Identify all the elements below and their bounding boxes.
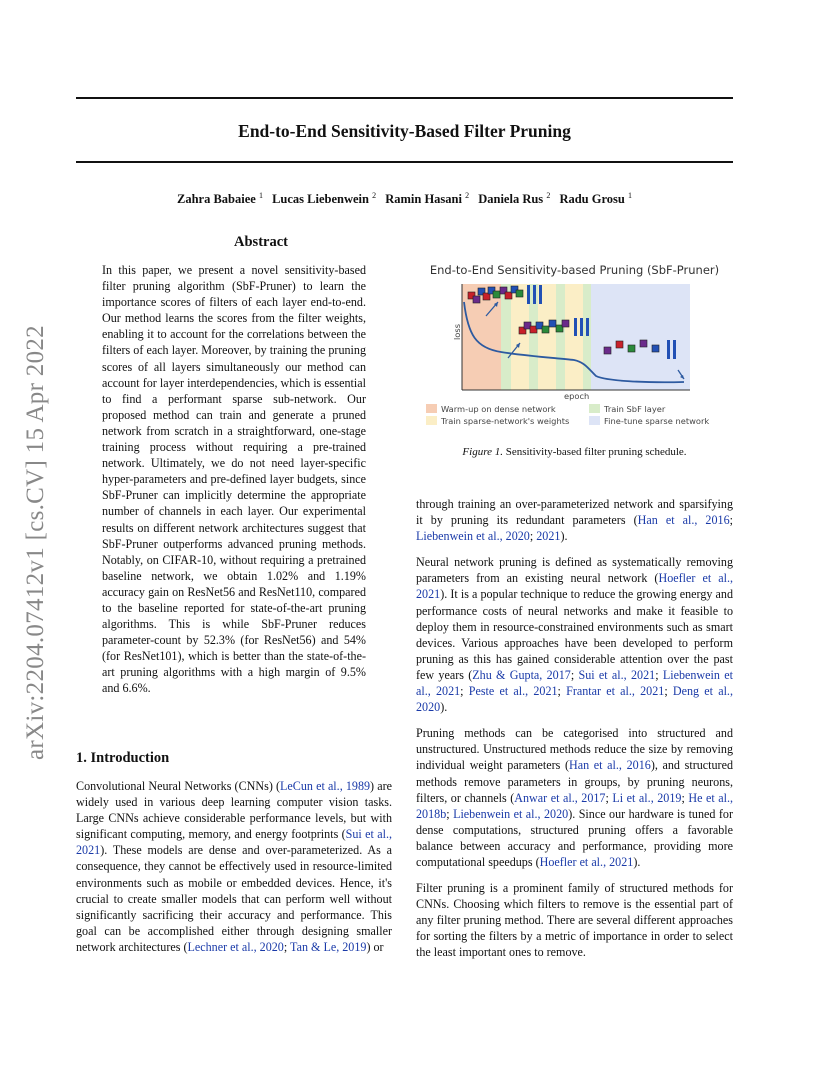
citation-link[interactable]: Frantar et al., 2021	[566, 684, 665, 699]
citation-link[interactable]: Han et al., 2016	[569, 758, 651, 773]
legend-swatch	[589, 416, 600, 425]
figure-title: End-to-End Sensitivity-based Pruning (SbF-Pruner)	[429, 263, 720, 277]
citation-link[interactable]: He et al., 2018b	[416, 790, 734, 821]
citation-link[interactable]: Han et al., 2016	[637, 513, 730, 528]
title-rule-top	[76, 97, 733, 99]
paper-title: End-to-End Sensitivity-Based Filter Pruning	[238, 121, 571, 141]
citation-link[interactable]: Anwar et al., 2017	[514, 790, 606, 805]
citation-link[interactable]: Zhu & Gupta, 2017	[472, 667, 571, 682]
paragraph: Filter pruning is a prominent family of structured methods for CNNs. Choosing which filters to remove is the essential part of any filter pruning method. There are several different approaches for sorting the filters by a metric of importance in order to select the least important ones to remove.	[416, 881, 733, 960]
legend-swatch	[426, 404, 437, 413]
abstract-text: In this paper, we present a novel sensitivity-based filter pruning algorithm (SbF-Pruner) to learn the importance scores of filters of each layer end-to-end. Our method learns the scores from the filter weights, enabling it to account for the correlations between the filters of each layer. Moreover, by training the pruning scores of all layers simultaneously our method can account for layer interdependencies, which is essential to find a performant sparse sub-network. Our proposed method can train and generate a pruned network from scratch in a straightforward, one-stage training process without requiring a pre-trained network. Ultimately, we do not need layer-specific hyper-parameters and pre-defined layer budgets, since SbF-Pruner can implicitly determine the appropriate number of channels in each layer. Our experimental results on different network architectures suggest that SbF-Pruner outperforms advanced pruning methods. Notably, on CIFAR-10, without requiring a pretrained baseline network, we obtain 1.02% and 1.19% accuracy gain on ResNet56 and ResNet110, compared to the baseline reported for state-of-the-art pruning algorithms. This is while SbF-Pruner reduces parameter-count by 52.3% (for ResNet56) and 54% (for ResNet101), which is better than the state-of-the-art pruning algorithms with a high margin of 9.5% and 6.6%.	[102, 263, 366, 696]
title-rule-bottom	[76, 161, 733, 163]
right-column	[416, 496, 733, 971]
figure-caption: Figure 1. Sensitivity-based filter pruning schedule.	[462, 446, 687, 458]
figure-legend	[426, 404, 709, 426]
citation-link[interactable]: Peste et al., 2021	[468, 684, 558, 699]
citation-link[interactable]: Liebenwein et al., 2020	[416, 529, 530, 544]
phase-warmup-band	[462, 284, 501, 390]
citation-link[interactable]: Sui et al., 2021	[76, 827, 392, 858]
author: Radu Grosu $^1$	[559, 191, 632, 207]
section-heading-introduction: 1. Introduction	[76, 750, 170, 766]
legend-label: Train SbF layer	[604, 404, 666, 414]
phase-sparse-band	[565, 284, 583, 390]
legend-label: Fine-tune sparse network	[604, 416, 710, 426]
intro-paragraph: Convolutional Neural Networks (CNNs) (LeCun et al., 1989) are widely used in various deep learning computer vision tasks. Large CNNs achieve considerable performance levels, but with significant computing, memory, and energy footprints (Sui et al., 2021). These models are dense and over-parameterized. As a consequence, they cannot be effectively used in resource-limited environments such as mobile or embedded devices. Hence, it's crucial to create smaller models that can perform well without significantly sacrificing their accuracy and performance. This goal can be accomplished either through designing smaller network architectures (Lechner et al., 2020; Tan & Le, 2019) or	[76, 779, 392, 954]
legend-label: Train sparse-network's weights	[441, 416, 570, 426]
citation-link[interactable]: Liebenwein et al., 2021	[416, 667, 733, 699]
paragraph: through training an over-parameterized network and sparsifying it by pruning its redundant parameters (Han et al., 2016; Liebenwein et al., 2020; 2021).	[416, 497, 733, 544]
phase-sbf-band	[501, 284, 511, 390]
citation-link[interactable]: Deng et al., 2020	[416, 684, 733, 715]
x-axis-label: epoch	[564, 391, 590, 401]
legend-swatch	[589, 404, 600, 413]
phase-sbf-band	[583, 284, 591, 390]
citation-link[interactable]: Tan & Le, 2019	[290, 939, 367, 954]
paragraph: Neural network pruning is defined as systematically removing parameters from an existing neural network (Hoefler et al., 2021). It is a popular technique to reduce the growing energy and performance costs of neural networks and make it feasible to deploy them in resource-constrained environments such as smart devices. Various approaches have been developed to perform pruning as this has gained considerable attention over the past few years (Zhu & Gupta, 2017; Sui et al., 2021; Liebenwein et al., 2021; Peste et al., 2021; Frantar et al., 2021; Deng et al., 2020).	[416, 555, 734, 715]
phase-sparse-band	[511, 284, 529, 390]
paragraph: Pruning methods can be categorised into structured and unstructured. Unstructured methods reduce the size by removing individual weight parameters (Han et al., 2016), and structured methods remove parameters in groups, by pruning neurons, filters, or channels (Anwar et al., 2017; Li et al., 2019; He et al., 2018b; Liebenwein et al., 2020). Since our hardware is tuned for dense computations, structured pruning offers a favorable balance between accuracy and performance, providing more computational speedups (Hoefler et al., 2021).	[416, 726, 734, 869]
author: Ramin Hasani $^2$	[385, 191, 470, 207]
author: Zahra Babaiee $^1$	[177, 191, 263, 207]
citation-link[interactable]: LeCun et al., 1989	[280, 779, 371, 793]
figure-pruning-schedule	[416, 280, 733, 430]
abstract-heading: Abstract	[234, 234, 288, 250]
phase-sbf-band	[556, 284, 565, 390]
author: Lucas Liebenwein $^2$	[272, 191, 377, 207]
citation-link[interactable]: Lechner et al., 2020	[187, 939, 284, 954]
author-list	[76, 191, 733, 207]
citation-link[interactable]: Sui et al., 2021	[578, 667, 656, 682]
y-axis-label: loss	[452, 323, 462, 340]
citation-link[interactable]: Hoefler et al., 2021	[539, 854, 634, 869]
citation-link[interactable]: Liebenwein et al., 2020	[453, 806, 569, 821]
citation-link[interactable]: 2021	[536, 529, 561, 544]
legend-swatch	[426, 416, 437, 425]
phase-finetune-band	[591, 284, 690, 390]
arxiv-stamp: arXiv:2204.07412v1 [cs.CV] 15 Apr 2022	[22, 325, 49, 760]
legend-label: Warm-up on dense network	[441, 404, 556, 414]
author: Daniela Rus $^2$	[478, 191, 551, 207]
citation-link[interactable]: Li et al., 2019	[612, 790, 682, 805]
citation-link[interactable]: Hoefler et al., 2021	[416, 571, 734, 602]
